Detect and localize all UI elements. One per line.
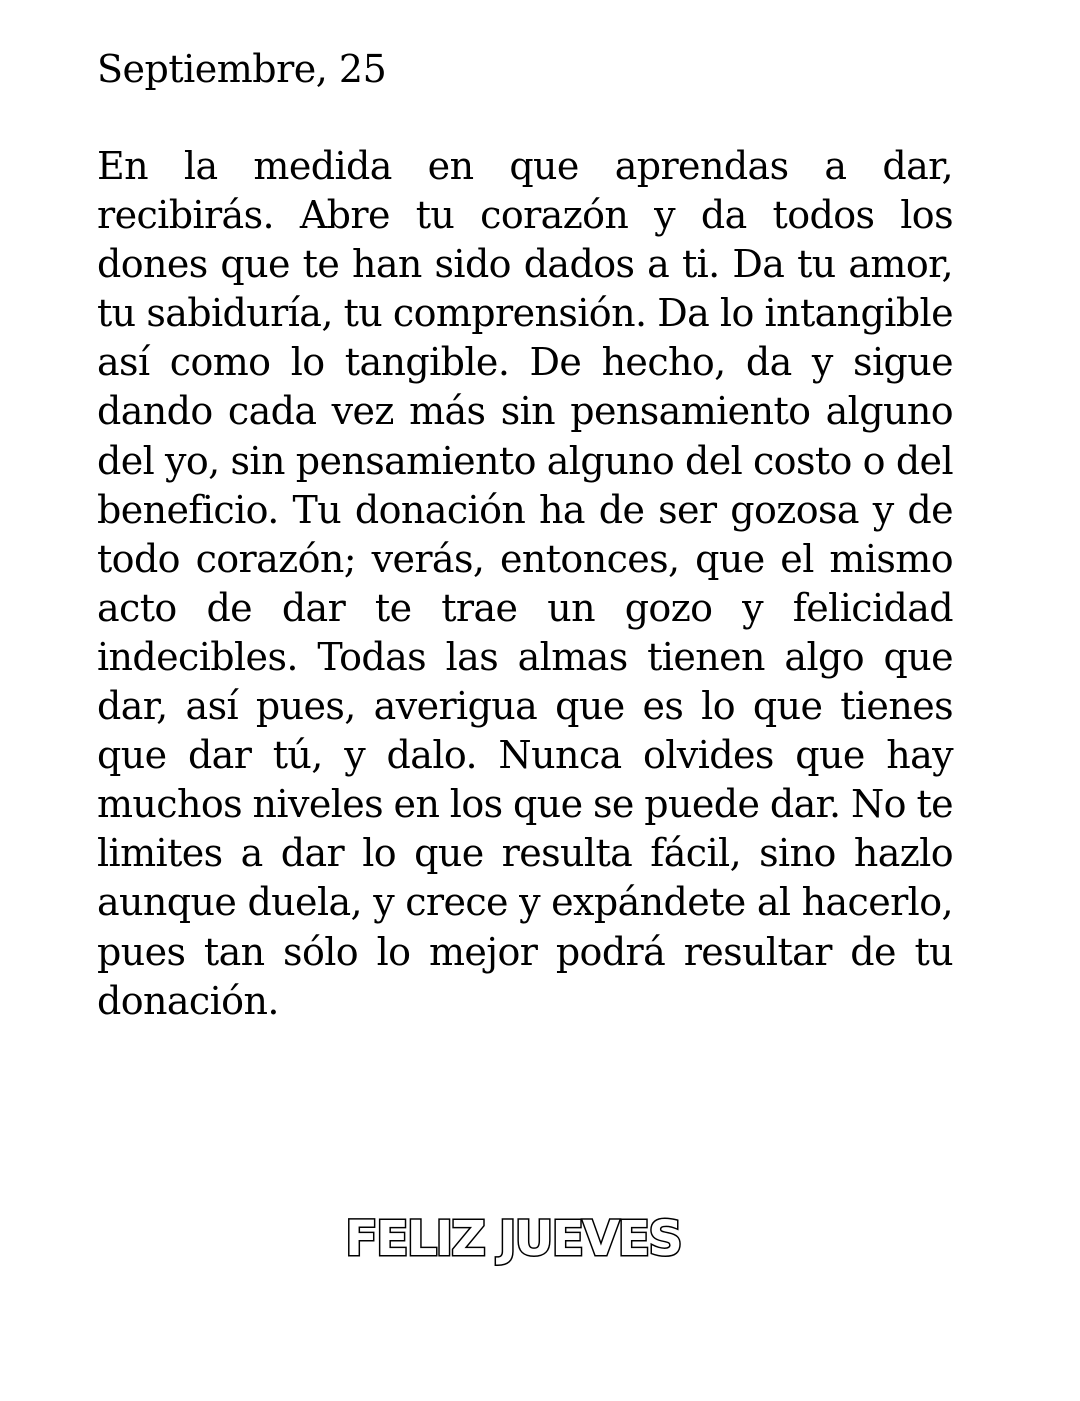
date-heading: Septiembre, 25	[97, 47, 387, 91]
greeting-title: FELIZ JUEVES	[345, 1211, 681, 1267]
daily-message: En la medida en que aprendas a dar, recibirás. Abre tu corazón y da todos los dones que te han sido dados a ti. Da tu amor, tu sabiduría, tu comprensión. Da lo intangible así como lo tangible. De hecho, da y sigue dando cada vez más sin pensamiento alguno del yo, sin pensamiento alguno del costo o del beneficio. Tu donación ha de ser gozosa y de todo corazón; verás, entonces, que el mismo acto de dar te trae un gozo y felicidad indecibles. Todas las almas tienen algo que dar, así pues, averigua que es lo que tienes que dar tú, y dalo. Nunca olvides que hay muchos niveles en los que se puede dar. No te limites a dar lo que resulta fácil, sino hazlo aunque duela, y crece y expándete al hacerlo, pues tan sólo lo mejor podrá resultar de tu donación.	[97, 144, 953, 1023]
